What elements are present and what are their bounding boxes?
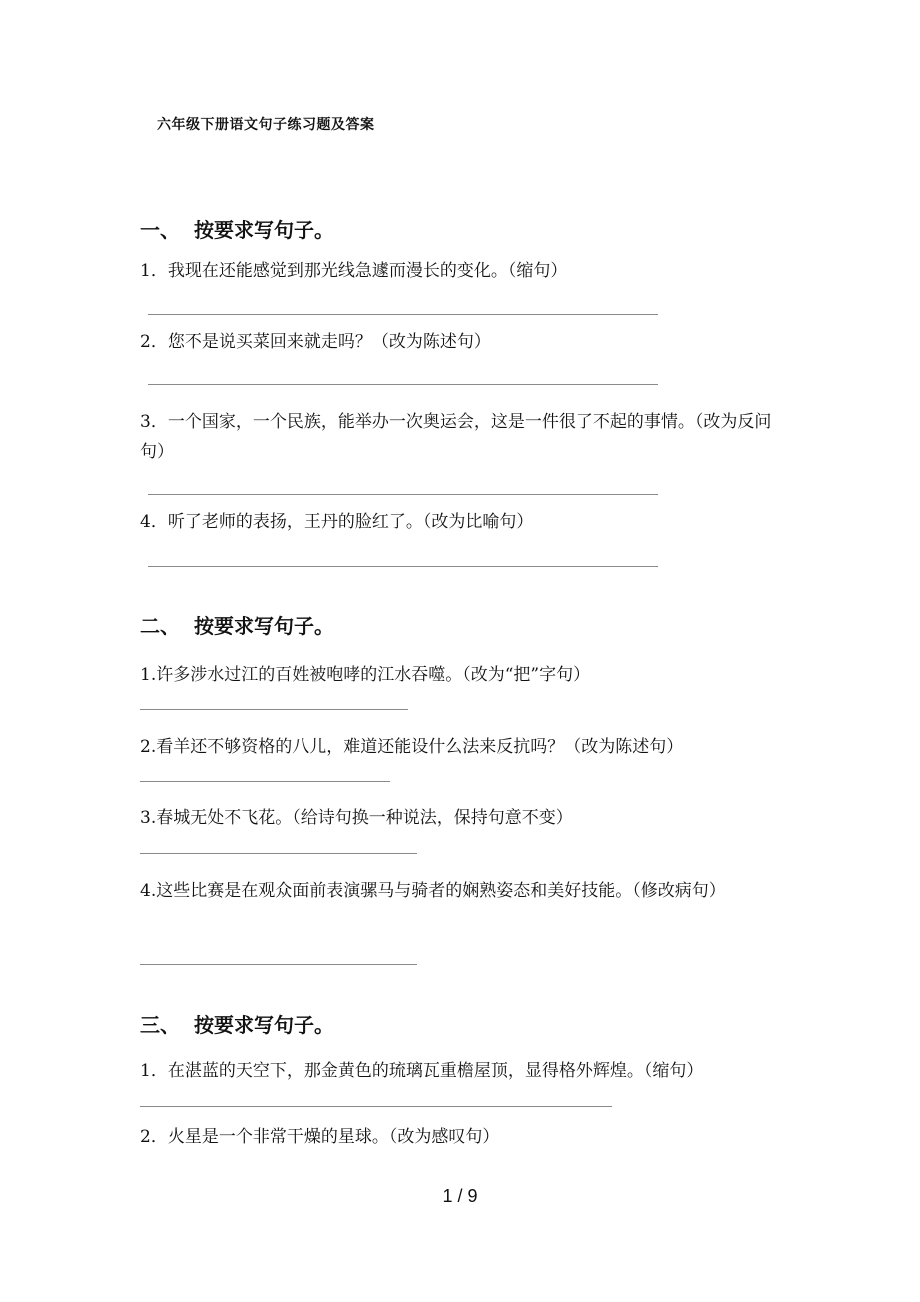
answer-line xyxy=(148,314,658,315)
question-2-4: 4.这些比赛是在观众面前表演骡马与骑者的娴熟姿态和美好技能。（修改病句） xyxy=(140,881,726,901)
answer-line xyxy=(140,853,417,854)
section-heading-2 xyxy=(140,610,334,639)
section-number: 二、 xyxy=(140,614,180,638)
answer-line xyxy=(148,566,658,567)
question-2-1: 1.许多涉水过江的百姓被咆哮的江水吞噬。（改为“把”字句） xyxy=(140,665,591,685)
answer-line xyxy=(140,781,390,782)
answer-line xyxy=(148,494,658,495)
question-1-1: 1．我现在还能感觉到那光线急遽而漫长的变化。（缩句） xyxy=(140,261,568,281)
section-title: 按要求写句子。 xyxy=(194,614,334,638)
answer-line xyxy=(148,384,658,385)
question-2-3: 3.春城无处不飞花。（给诗句换一种说法，保持句意不变） xyxy=(140,808,573,828)
question-2-2: 2.看羊还不够资格的八儿，难道还能设什么法来反抗吗？（改为陈述句） xyxy=(140,737,684,757)
question-1-4: 4．听了老师的表扬，王丹的脸红了。（改为比喻句） xyxy=(140,512,534,532)
section-heading-3 xyxy=(140,1009,334,1038)
question-3-2: 2．火星是一个非常干燥的星球。（改为感叹句） xyxy=(140,1127,500,1147)
question-1-2: 2．您不是说买菜回来就走吗？（改为陈述句） xyxy=(140,332,491,352)
document-title: 六年级下册语文句子练习题及答案 xyxy=(157,117,375,133)
section-number: 一、 xyxy=(140,218,180,242)
question-1-3: 3．一个国家，一个民族，能举办一次奥运会，这是一件很了不起的事情。（改为反问句） xyxy=(140,412,772,462)
answer-line xyxy=(140,964,417,965)
answer-line xyxy=(140,709,408,710)
section-title: 按要求写句子。 xyxy=(194,1013,334,1037)
page-indicator: 1 / 9 xyxy=(442,1186,478,1206)
section-number: 三、 xyxy=(140,1013,180,1037)
section-title: 按要求写句子。 xyxy=(194,218,334,242)
answer-line xyxy=(140,1106,612,1107)
question-3-1: 1．在湛蓝的天空下，那金黄色的琉璃瓦重檐屋顶，显得格外辉煌。（缩句） xyxy=(140,1061,704,1081)
section-heading-1 xyxy=(140,214,334,243)
